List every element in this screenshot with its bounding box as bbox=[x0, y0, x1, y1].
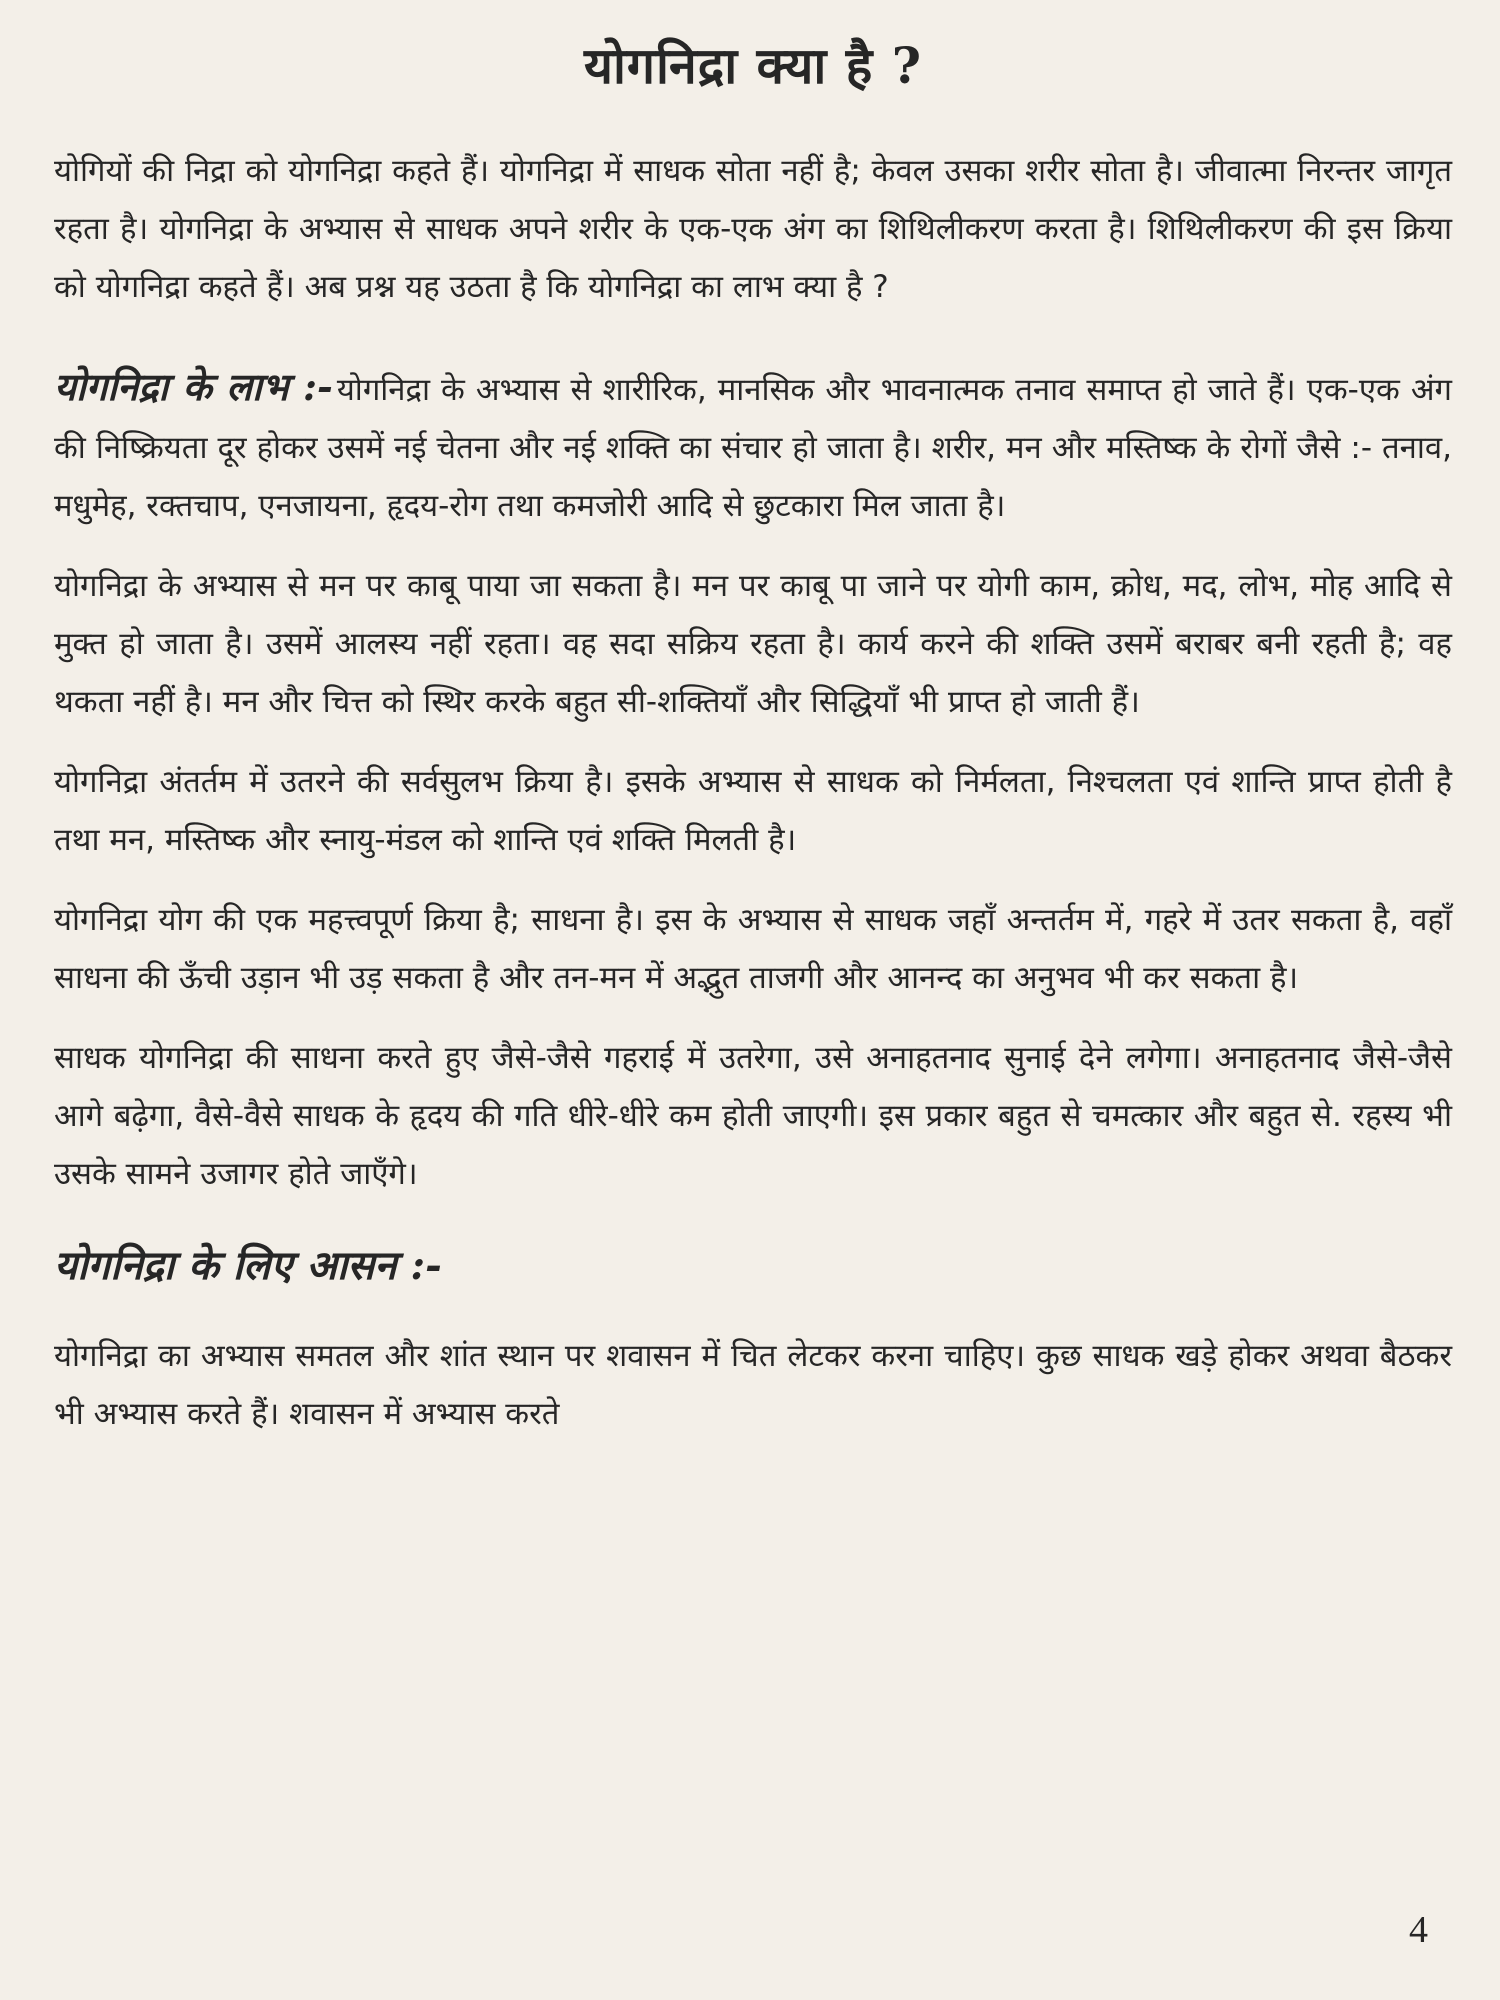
intro-paragraph: योगियों की निद्रा को योगनिद्रा कहते हैं। योगनिद्रा में साधक सोता नहीं है; केवल उसका शरीर सोता है। जीवात्मा निरन्तर जागृत रहता है। योगनिद्रा के अभ्यास से साधक अपने शरीर के एक-एक अंग का शिथिलीकरण करता है। शिथिलीकरण की इस क्रिया को योगनिद्रा कहते हैं। अब प्रश्न यह उठता है कि योगनिद्रा का लाभ क्या है ? bbox=[54, 153, 1452, 305]
asana-heading: योगनिद्रा के लिए आसन :- bbox=[54, 1242, 442, 1289]
page-number: 4 bbox=[1409, 1909, 1428, 1951]
body-paragraph-mind-control: योगनिद्रा के अभ्यास से मन पर काबू पाया जा सकता है। मन पर काबू पा जाने पर योगी काम, क्रोध, मद, लोभ, मोह आदि से मुक्त हो जाता है। उसमें आलस्य नहीं रहता। वह सदा सक्रिय रहता है। कार्य करने की शक्ति उसमें बराबर बनी रहती है; वह थकता नहीं है। मन और चित्त को स्थिर करके बहुत सी-शक्तियाँ और सिद्धियाँ भी प्राप्त हो जाती हैं। bbox=[54, 568, 1452, 720]
benefits-text: योगनिद्रा के अभ्यास से शारीरिक, मानसिक और भावनात्मक तनाव समाप्त हो जाते हैं। एक-एक अंग की निष्क्रियता दूर होकर उसमें नई चेतना और नई शक्ति का संचार हो जाता है। शरीर, मन और मस्तिष्क के रोगों जैसे :- तनाव, मधुमेह, रक्तचाप, एनजायना, हृदय-रोग तथा कमजोरी आदि से छुटकारा मिल जाता है। bbox=[54, 372, 1452, 524]
benefits-paragraph bbox=[54, 358, 1452, 535]
benefits-heading: योगनिद्रा के लाभ :- bbox=[54, 364, 333, 409]
body-paragraph-sadhana: योगनिद्रा योग की एक महत्त्वपूर्ण क्रिया है; साधना है। इस के अभ्यास से साधक जहाँ अन्तर्तम में, गहरे में उतर सकता है, वहाँ साधना की ऊँची उड़ान भी उड़ सकता है और तन-मन में अद्भुत ताजगी और आनन्द का अनुभव भी कर सकता है। bbox=[54, 902, 1452, 996]
asana-paragraph: योगनिद्रा का अभ्यास समतल और शांत स्थान पर शवासन में चित लेटकर करना चाहिए। कुछ साधक खड़े होकर अथवा बैठकर भी अभ्यास करते हैं। शवासन में अभ्यास करते bbox=[54, 1338, 1452, 1432]
body-paragraph-anahatnad: साधक योगनिद्रा की साधना करते हुए जैसे-जैसे गहराई में उतरेगा, उसे अनाहतनाद सुनाई देने लगेगा। अनाहतनाद जैसे-जैसे आगे बढ़ेगा, वैसे-वैसे साधक के हृदय की गति धीरे-धीरे कम होती जाएगी। इस प्रकार बहुत से चमत्कार और बहुत से. रहस्य भी उसके सामने उजागर होते जाएँगे। bbox=[54, 1040, 1452, 1192]
body-paragraph-inner-depth: योगनिद्रा अंतर्तम में उतरने की सर्वसुलभ क्रिया है। इसके अभ्यास से साधक को निर्मलता, निश्चलता एवं शान्ति प्राप्त होती है तथा मन, मस्तिष्क और स्नायु-मंडल को शान्ति एवं शक्ति मिलती है। bbox=[54, 764, 1452, 858]
page-title: योगनिद्रा क्या है ? bbox=[583, 36, 923, 95]
